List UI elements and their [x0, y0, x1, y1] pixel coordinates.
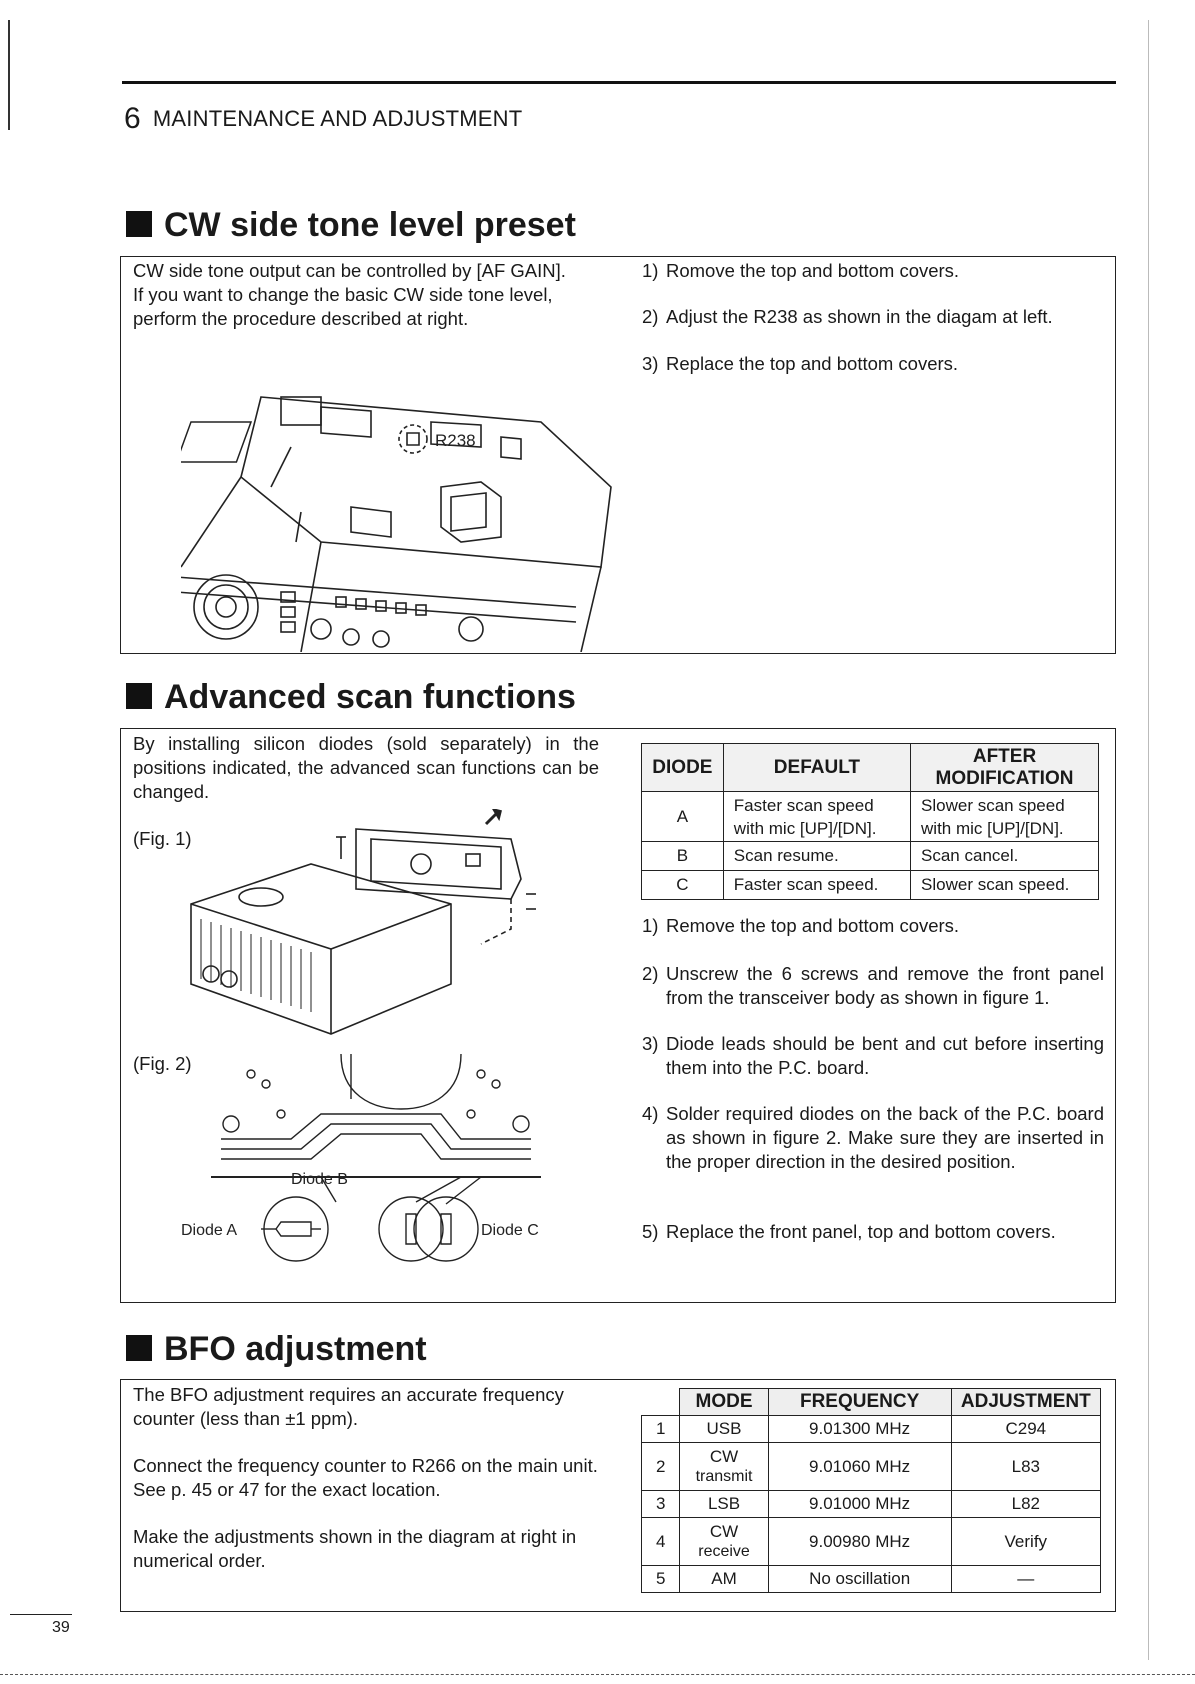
frequency-cell: 9.01300 MHz	[768, 1416, 951, 1443]
scan-step	[642, 914, 1104, 938]
mode-subtext: receive	[698, 1542, 750, 1560]
diode-c-label: Diode C	[481, 1222, 539, 1239]
bullet-square-icon	[126, 683, 152, 709]
diode-cell: C	[642, 871, 724, 900]
chapter-title: MAINTENANCE AND ADJUSTMENT	[152, 106, 523, 131]
bfo-section-title	[126, 1330, 427, 1369]
scan-step	[642, 1032, 1104, 1080]
table-row	[642, 1443, 1101, 1491]
step-text: Unscrew the 6 screws and remove the front panel from the transceiver body as shown in figure 1.	[666, 963, 1104, 1008]
row-number: 5	[642, 1566, 680, 1593]
row-number: 4	[642, 1518, 680, 1566]
step-text: Romove the top and bottom covers.	[666, 260, 960, 281]
cw-intro-line: If you want to change the basic CW side tone level,	[133, 284, 553, 305]
adjustment-cell: Verify	[951, 1518, 1100, 1566]
cw-intro	[133, 259, 603, 331]
table-row	[642, 871, 1099, 900]
mode-cell	[680, 1566, 768, 1593]
col-header: AFTER MODIFICATION	[911, 744, 1099, 792]
cw-section-box	[120, 256, 1116, 654]
cw-intro-line: CW side tone output can be controlled by [AF GAIN].	[133, 260, 566, 281]
col-header: DIODE	[642, 744, 724, 792]
col-header: MODE	[680, 1389, 768, 1416]
bfo-section-box	[120, 1379, 1116, 1612]
bfo-title-text: BFO adjustment	[164, 1330, 427, 1368]
fig1-transceiver-illustration	[181, 809, 561, 1049]
step-number: 3)	[642, 353, 659, 374]
mode-text: AM	[711, 1569, 737, 1588]
default-cell: Scan resume.	[723, 842, 910, 871]
mode-subtext: transmit	[695, 1467, 753, 1485]
cw-intro-line: perform the procedure described at right.	[133, 308, 469, 329]
step-number: 1)	[642, 260, 659, 281]
step-text: Replace the top and bottom covers.	[666, 353, 959, 374]
table-row	[642, 1491, 1101, 1518]
bfo-para-2: Connect the frequency counter to R266 on the main unit. See p. 45 or 47 for the exact location.	[133, 1455, 598, 1500]
binding-mark	[8, 20, 10, 130]
cw-step	[642, 352, 1102, 376]
r238-label: R238	[435, 431, 476, 450]
scan-step	[642, 962, 1104, 1010]
fig2-label: (Fig. 2)	[133, 1053, 192, 1074]
mode-text: CW	[709, 1521, 739, 1541]
diode-cell: B	[642, 842, 724, 871]
fig1-label: (Fig. 1)	[133, 828, 192, 849]
table-row	[642, 1518, 1101, 1566]
frequency-cell: 9.01000 MHz	[768, 1491, 951, 1518]
row-number: 1	[642, 1416, 680, 1443]
right-margin-line	[1148, 20, 1149, 1660]
page-number: 39	[52, 1619, 70, 1636]
table-header-row	[642, 1389, 1101, 1416]
cw-transceiver-illustration	[181, 367, 621, 652]
step-number: 1)	[642, 915, 659, 936]
frequency-cell: 9.00980 MHz	[768, 1518, 951, 1566]
table-row	[642, 1566, 1101, 1593]
page-bottom-edge	[0, 1674, 1195, 1676]
cw-title-text: CW side tone level preset	[164, 206, 576, 244]
row-number: 2	[642, 1443, 680, 1491]
header-rule	[122, 81, 1116, 84]
cw-section-title	[126, 206, 576, 245]
bfo-para-1: The BFO adjustment requires an accurate frequency counter (less than ±1 ppm).	[133, 1384, 564, 1429]
scan-intro: By installing silicon diodes (sold separately) in the positions indicated, the advanced scan functions can be changed.	[133, 733, 599, 802]
step-text: Adjust the R238 as shown in the diagam at left.	[666, 306, 1053, 327]
adjustment-cell: C294	[951, 1416, 1100, 1443]
adjustment-cell: L82	[951, 1491, 1100, 1518]
scan-step	[642, 1102, 1104, 1174]
adjustment-cell: L83	[951, 1443, 1100, 1491]
fig2-pcb-illustration	[161, 1054, 581, 1274]
col-header: DEFAULT	[723, 744, 910, 792]
step-number: 2)	[642, 963, 659, 984]
step-text: Replace the front panel, top and bottom covers.	[666, 1221, 1056, 1242]
after-cell: Scan cancel.	[911, 842, 1099, 871]
scan-title-text: Advanced scan functions	[164, 678, 576, 716]
scan-section-box	[120, 728, 1116, 1303]
table-row	[642, 1416, 1101, 1443]
bfo-para-3: Make the adjustments shown in the diagram at right in numerical order.	[133, 1526, 577, 1571]
cw-step	[642, 259, 1102, 283]
step-text: Diode leads should be bent and cut before inserting them into the P.C. board.	[666, 1033, 1104, 1078]
mode-cell	[680, 1443, 768, 1491]
diode-cell: A	[642, 792, 724, 842]
scan-section-title	[126, 678, 576, 717]
mode-cell	[680, 1491, 768, 1518]
bfo-table	[641, 1388, 1101, 1593]
step-number: 5)	[642, 1221, 659, 1242]
cw-step	[642, 305, 1102, 329]
step-number: 2)	[642, 306, 659, 327]
after-cell: Slower scan speed with mic [UP]/[DN].	[911, 792, 1099, 842]
page-number-rule	[10, 1614, 72, 1615]
mode-text: LSB	[707, 1494, 741, 1513]
table-header-row	[642, 744, 1099, 792]
chapter-number: 6	[124, 102, 141, 135]
frequency-cell: 9.01060 MHz	[768, 1443, 951, 1491]
mode-cell	[680, 1518, 768, 1566]
bullet-square-icon	[126, 211, 152, 237]
scan-step	[642, 1220, 1104, 1244]
diode-a-label: Diode A	[181, 1222, 238, 1239]
default-cell: Faster scan speed.	[723, 871, 910, 900]
step-text: Solder required diodes on the back of the P.C. board as shown in figure 2. Make sure they are inserted in the proper direction in the desired position.	[666, 1103, 1104, 1172]
frequency-cell: No oscillation	[768, 1566, 951, 1593]
table-row	[642, 792, 1099, 842]
step-text: Remove the top and bottom covers.	[666, 915, 960, 936]
mode-text: USB	[706, 1419, 742, 1438]
bullet-square-icon	[126, 1335, 152, 1361]
step-number: 4)	[642, 1103, 659, 1124]
adjustment-cell: —	[951, 1566, 1100, 1593]
default-cell: Faster scan speed with mic [UP]/[DN].	[723, 792, 910, 842]
chapter-header	[124, 102, 522, 136]
col-header: ADJUSTMENT	[951, 1389, 1100, 1416]
col-header: FREQUENCY	[768, 1389, 951, 1416]
row-number: 3	[642, 1491, 680, 1518]
step-number: 3)	[642, 1033, 659, 1054]
corner-cell	[642, 1389, 680, 1416]
mode-cell	[680, 1416, 768, 1443]
mode-text: CW	[709, 1446, 739, 1466]
diode-table	[641, 743, 1099, 900]
after-cell: Slower scan speed.	[911, 871, 1099, 900]
table-row	[642, 842, 1099, 871]
diode-b-label: Diode B	[291, 1171, 348, 1188]
